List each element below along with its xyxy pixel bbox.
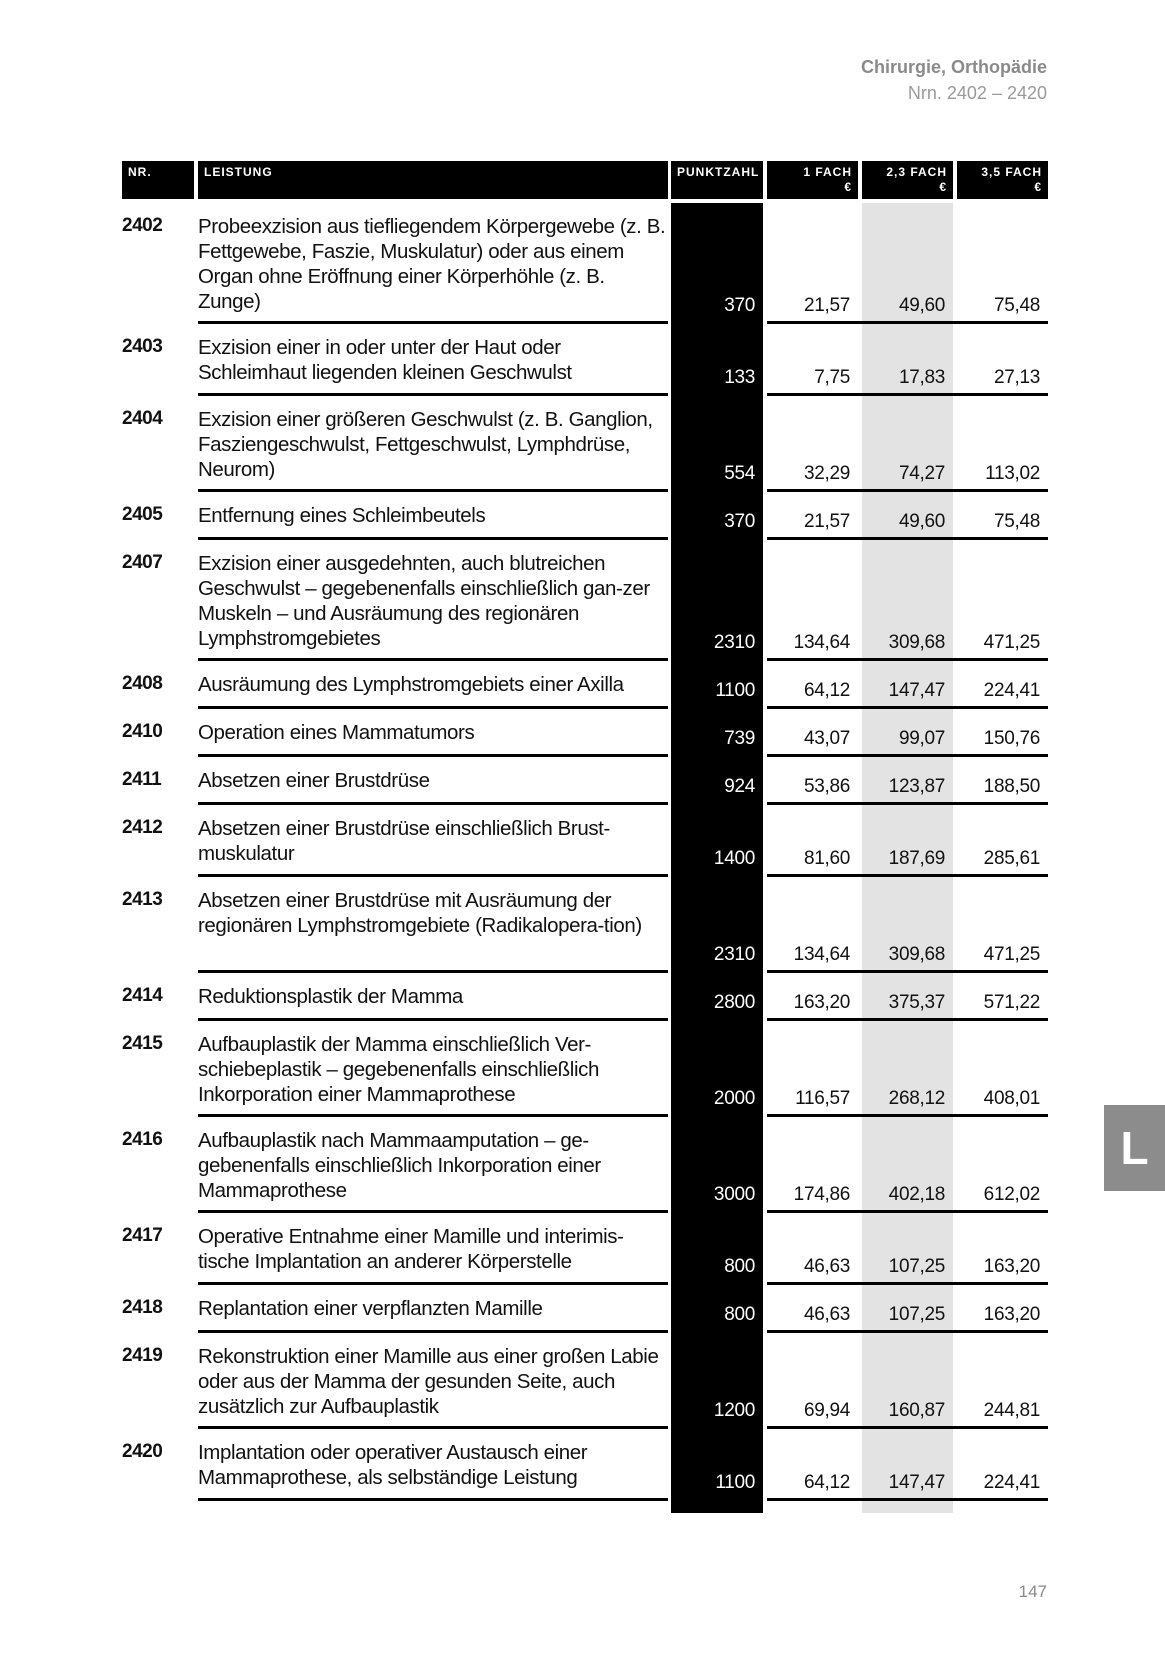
row-number: 2408 xyxy=(122,673,163,694)
row-2-3-fach: 309,68 xyxy=(888,944,945,965)
row-1-fach: 64,12 xyxy=(803,680,850,701)
row-1-fach: 174,86 xyxy=(793,1184,850,1205)
row-1-fach: 163,20 xyxy=(793,992,850,1013)
row-description: Implantation oder operativer Austausch einer Mammaprothese, als selbständige Leistung xyxy=(198,1441,588,1489)
row-2-3-fach: 147,47 xyxy=(888,1472,945,1493)
row-number: 2410 xyxy=(122,721,163,742)
row-punktzahl: 3000 xyxy=(713,1184,755,1205)
row-description: Reduktionsplastik der Mamma xyxy=(198,985,463,1008)
row-divider-values xyxy=(767,1498,1048,1501)
running-head xyxy=(861,54,1047,106)
header-3-5-fach xyxy=(957,161,1048,199)
row-punktzahl: 133 xyxy=(724,367,755,388)
table-row xyxy=(0,877,1165,973)
row-1-fach: 53,86 xyxy=(803,776,850,797)
row-2-3-fach: 107,25 xyxy=(888,1256,945,1277)
row-3-5-fach: 75,48 xyxy=(993,511,1040,532)
row-3-5-fach: 612,02 xyxy=(983,1184,1040,1205)
row-punktzahl: 2310 xyxy=(713,632,755,653)
row-divider xyxy=(198,1498,668,1501)
row-number: 2420 xyxy=(122,1441,163,1462)
row-description: Ausräumung des Lymphstromgebiets einer Axilla xyxy=(198,673,624,696)
table-row xyxy=(0,203,1165,324)
row-3-5-fach: 27,13 xyxy=(993,367,1040,388)
row-2-3-fach: 375,37 xyxy=(888,992,945,1013)
row-description: Entfernung eines Schleimbeutels xyxy=(198,504,486,527)
row-3-5-fach: 244,81 xyxy=(983,1400,1040,1421)
row-punktzahl: 739 xyxy=(724,728,755,749)
table-row xyxy=(0,805,1165,877)
row-punktzahl: 2310 xyxy=(713,944,755,965)
header-nr: NR. xyxy=(122,161,194,199)
row-description: Operative Entnahme einer Mamille und interimis-tische Implantation an anderer Körperstelle xyxy=(198,1225,624,1273)
header-leistung: LEISTUNG xyxy=(198,161,668,199)
row-description: Operation eines Mammatumors xyxy=(198,721,475,744)
row-number: 2405 xyxy=(122,504,163,525)
header-2-3-fach-currency: € xyxy=(939,180,947,194)
table-row xyxy=(0,1117,1165,1213)
table-row xyxy=(0,709,1165,757)
row-1-fach: 116,57 xyxy=(795,1088,850,1109)
row-number: 2407 xyxy=(122,552,163,573)
row-number: 2419 xyxy=(122,1345,163,1366)
row-2-3-fach: 402,18 xyxy=(888,1184,945,1205)
table-row xyxy=(0,1213,1165,1285)
row-number: 2417 xyxy=(122,1225,163,1246)
row-1-fach: 134,64 xyxy=(793,944,850,965)
row-1-fach: 21,57 xyxy=(803,295,850,316)
row-3-5-fach: 188,50 xyxy=(983,776,1040,797)
row-number: 2416 xyxy=(122,1129,163,1150)
row-punktzahl: 554 xyxy=(724,463,755,484)
row-punktzahl: 1200 xyxy=(713,1400,755,1421)
row-punktzahl: 1100 xyxy=(715,680,755,701)
row-1-fach: 43,07 xyxy=(803,728,850,749)
chapter-title: Chirurgie, Orthopädie xyxy=(860,57,1047,77)
table-row xyxy=(0,492,1165,540)
table-row xyxy=(0,1429,1165,1501)
row-2-3-fach: 160,87 xyxy=(888,1400,945,1421)
table-row xyxy=(0,1021,1165,1117)
header-2-3-fach xyxy=(862,161,953,199)
row-punktzahl: 370 xyxy=(724,511,755,532)
row-3-5-fach: 471,25 xyxy=(983,632,1040,653)
row-3-5-fach: 150,76 xyxy=(983,728,1040,749)
row-3-5-fach: 571,22 xyxy=(983,992,1040,1013)
table-header xyxy=(0,161,1165,199)
row-description: Rekonstruktion einer Mamille aus einer großen Labie oder aus der Mamma der gesunden Seite, auch zusätzlich zur Aufbauplastik xyxy=(198,1345,659,1418)
row-punktzahl: 1400 xyxy=(713,848,755,869)
row-punktzahl: 800 xyxy=(724,1256,755,1277)
row-3-5-fach: 224,41 xyxy=(983,680,1040,701)
row-2-3-fach: 49,60 xyxy=(898,511,945,532)
row-3-5-fach: 163,20 xyxy=(983,1304,1040,1325)
row-2-3-fach: 107,25 xyxy=(888,1304,945,1325)
table-row xyxy=(0,757,1165,805)
row-3-5-fach: 408,01 xyxy=(983,1088,1040,1109)
row-number: 2414 xyxy=(122,985,163,1006)
table-row xyxy=(0,973,1165,1021)
row-punktzahl: 800 xyxy=(724,1304,755,1325)
row-3-5-fach: 285,61 xyxy=(983,848,1040,869)
row-number: 2413 xyxy=(122,889,163,910)
row-description: Absetzen einer Brustdrüse mit Ausräumung der regionären Lymphstromgebiete (Radikalopera-tion) xyxy=(198,889,642,937)
row-1-fach: 134,64 xyxy=(793,632,850,653)
row-number: 2404 xyxy=(122,408,163,429)
row-2-3-fach: 309,68 xyxy=(888,632,945,653)
header-1-fach-currency: € xyxy=(844,180,852,194)
header-3-5-fach-label: 3,5 FACH xyxy=(981,165,1042,179)
row-description: Exzision einer in oder unter der Haut oder Schleimhaut liegenden kleinen Geschwulst xyxy=(198,336,572,384)
row-punktzahl: 2800 xyxy=(713,992,755,1013)
row-2-3-fach: 268,12 xyxy=(888,1088,945,1109)
row-2-3-fach: 147,47 xyxy=(888,680,945,701)
row-1-fach: 46,63 xyxy=(803,1256,850,1277)
table-row xyxy=(0,540,1165,661)
row-3-5-fach: 163,20 xyxy=(983,1256,1040,1277)
row-1-fach: 81,60 xyxy=(803,848,850,869)
row-description: Replantation einer verpflanzten Mamille xyxy=(198,1297,543,1320)
row-2-3-fach: 99,07 xyxy=(898,728,945,749)
page-number: 147 xyxy=(1018,1582,1047,1601)
number-range: Nrn. 2402 – 2420 xyxy=(907,83,1047,103)
table-row xyxy=(0,661,1165,709)
row-description: Aufbauplastik der Mamma einschließlich Ver-schiebeplastik – gegebenenfalls einschließlich Inkorporation einer Mammaprothese xyxy=(198,1033,599,1106)
row-punktzahl: 924 xyxy=(724,776,755,797)
row-description: Aufbauplastik nach Mammaamputation – ge-gebenenfalls einschließlich Inkorporation einer Mammaprothese xyxy=(198,1129,601,1202)
row-1-fach: 64,12 xyxy=(803,1472,850,1493)
row-description: Absetzen einer Brustdrüse xyxy=(198,769,430,792)
table-row xyxy=(0,396,1165,492)
row-description: Exzision einer ausgedehnten, auch blutreichen Geschwulst – gegebenenfalls einschließlich gan-zer Muskeln – und Ausräumung des regionären Lymphstromgebietes xyxy=(198,552,650,650)
row-description: Absetzen einer Brustdrüse einschließlich Brust-muskulatur xyxy=(198,817,610,865)
header-1-fach-label: 1 FACH xyxy=(803,165,852,179)
row-1-fach: 46,63 xyxy=(803,1304,850,1325)
row-number: 2411 xyxy=(122,769,162,790)
header-1-fach xyxy=(767,161,858,199)
row-1-fach: 7,75 xyxy=(814,367,850,388)
row-1-fach: 21,57 xyxy=(803,511,850,532)
row-2-3-fach: 17,83 xyxy=(898,367,945,388)
header-3-5-fach-currency: € xyxy=(1034,180,1042,194)
row-2-3-fach: 49,60 xyxy=(898,295,945,316)
row-2-3-fach: 123,87 xyxy=(888,776,945,797)
row-punktzahl: 370 xyxy=(724,295,755,316)
row-2-3-fach: 74,27 xyxy=(898,463,945,484)
table-row xyxy=(0,1333,1165,1429)
row-1-fach: 69,94 xyxy=(803,1400,850,1421)
section-tab: L xyxy=(1104,1105,1165,1191)
table-row xyxy=(0,1285,1165,1333)
row-3-5-fach: 113,02 xyxy=(985,463,1040,484)
row-number: 2418 xyxy=(122,1297,163,1318)
row-punktzahl: 1100 xyxy=(715,1472,755,1493)
row-number: 2403 xyxy=(122,336,163,357)
row-description: Probeexzision aus tiefliegendem Körpergewebe (z. B. Fettgewebe, Faszie, Muskulatur) oder aus einem Organ ohne Eröffnung einer Körperhöhle (z. B. Zunge) xyxy=(198,215,666,313)
row-number: 2415 xyxy=(122,1033,163,1054)
row-1-fach: 32,29 xyxy=(803,463,850,484)
row-number: 2402 xyxy=(122,215,163,236)
row-3-5-fach: 224,41 xyxy=(983,1472,1040,1493)
row-2-3-fach: 187,69 xyxy=(888,848,945,869)
header-2-3-fach-label: 2,3 FACH xyxy=(886,165,947,179)
header-punktzahl: PUNKTZAHL xyxy=(671,161,763,199)
row-3-5-fach: 471,25 xyxy=(983,944,1040,965)
row-description: Exzision einer größeren Geschwulst (z. B. Ganglion, Fasziengeschwulst, Fettgeschwulst, Lymphdrüse, Neurom) xyxy=(198,408,653,481)
row-number: 2412 xyxy=(122,817,163,838)
table-row xyxy=(0,324,1165,396)
row-punktzahl: 2000 xyxy=(713,1088,755,1109)
row-3-5-fach: 75,48 xyxy=(993,295,1040,316)
